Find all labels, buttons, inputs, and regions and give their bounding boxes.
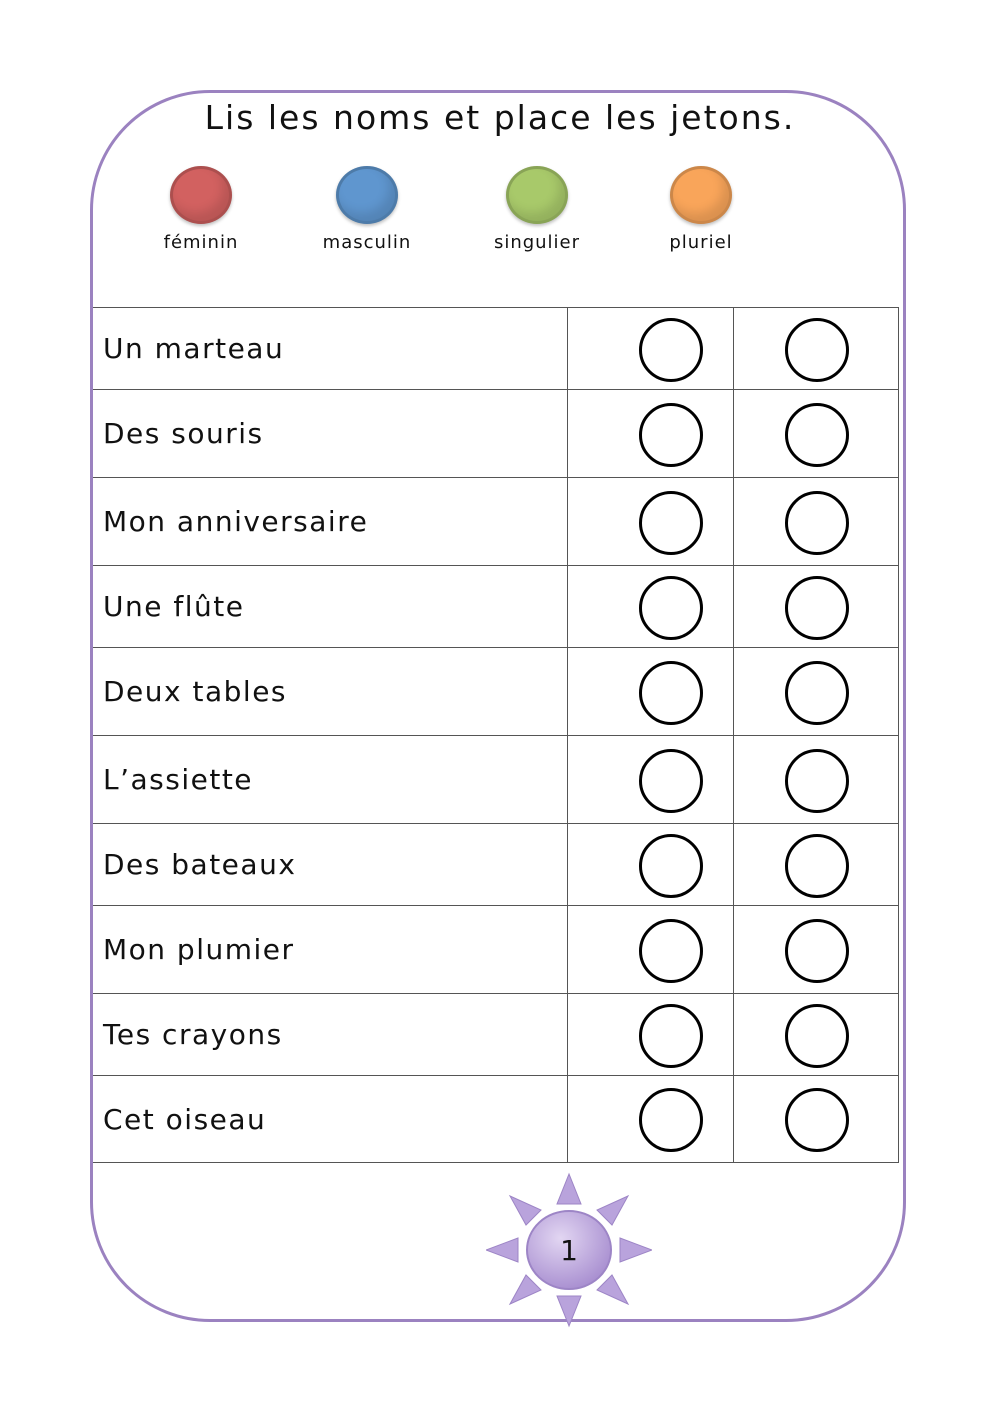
- empty-circle-icon[interactable]: [785, 749, 849, 813]
- empty-circle-icon[interactable]: [639, 576, 703, 640]
- empty-circle-icon[interactable]: [639, 834, 703, 898]
- gender-token-slot[interactable]: [567, 308, 733, 390]
- gender-token-slot[interactable]: [567, 566, 733, 648]
- empty-circle-icon[interactable]: [639, 491, 703, 555]
- table-row: [93, 994, 898, 1076]
- gender-token-slot[interactable]: [567, 736, 733, 824]
- table-row: [93, 1076, 898, 1163]
- empty-circle-icon[interactable]: [785, 834, 849, 898]
- number-token-slot[interactable]: [733, 478, 898, 566]
- noun-label: Une flûte: [93, 566, 567, 648]
- table-row: [93, 478, 898, 566]
- legend-label-feminin: féminin: [163, 232, 239, 253]
- legend-masculin: [302, 166, 432, 253]
- noun-label: Cet oiseau: [93, 1076, 567, 1163]
- gender-token-slot[interactable]: [567, 390, 733, 478]
- orange-token-icon: [670, 166, 732, 224]
- number-token-slot[interactable]: [733, 994, 898, 1076]
- empty-circle-icon[interactable]: [785, 1004, 849, 1068]
- noun-label: Des souris: [93, 390, 567, 478]
- empty-circle-icon[interactable]: [639, 749, 703, 813]
- empty-circle-icon[interactable]: [785, 576, 849, 640]
- empty-circle-icon[interactable]: [639, 919, 703, 983]
- empty-circle-icon[interactable]: [639, 1088, 703, 1152]
- gender-token-slot[interactable]: [567, 478, 733, 566]
- blue-token-icon: [336, 166, 398, 224]
- table-row: [93, 566, 898, 648]
- legend-feminin: [136, 166, 266, 253]
- empty-circle-icon[interactable]: [785, 661, 849, 725]
- noun-label: Mon anniversaire: [93, 478, 567, 566]
- empty-circle-icon[interactable]: [785, 318, 849, 382]
- gender-token-slot[interactable]: [567, 648, 733, 736]
- legend-pluriel: [636, 166, 766, 253]
- table-row: [93, 390, 898, 478]
- table-row: [93, 906, 898, 994]
- number-token-slot[interactable]: [733, 736, 898, 824]
- noun-label: L’assiette: [93, 736, 567, 824]
- number-token-slot[interactable]: [733, 390, 898, 478]
- noun-label: Deux tables: [93, 648, 567, 736]
- noun-label: Mon plumier: [93, 906, 567, 994]
- empty-circle-icon[interactable]: [639, 318, 703, 382]
- empty-circle-icon[interactable]: [639, 403, 703, 467]
- worksheet-title: Lis les noms et place les jetons.: [204, 98, 796, 137]
- number-token-slot[interactable]: [733, 824, 898, 906]
- empty-circle-icon[interactable]: [785, 491, 849, 555]
- legend-label-singulier: singulier: [493, 232, 581, 253]
- gender-token-slot[interactable]: [567, 824, 733, 906]
- gender-token-slot[interactable]: [567, 994, 733, 1076]
- number-token-slot[interactable]: [733, 566, 898, 648]
- table-row: [93, 648, 898, 736]
- gender-token-slot[interactable]: [567, 906, 733, 994]
- number-token-slot[interactable]: [733, 1076, 898, 1163]
- red-token-icon: [170, 166, 232, 224]
- noun-label: Des bateaux: [93, 824, 567, 906]
- legend-label-pluriel: pluriel: [669, 232, 733, 253]
- empty-circle-icon[interactable]: [785, 1088, 849, 1152]
- number-token-slot[interactable]: [733, 308, 898, 390]
- gender-token-slot[interactable]: [567, 1076, 733, 1163]
- number-token-slot[interactable]: [733, 648, 898, 736]
- number-token-slot[interactable]: [733, 906, 898, 994]
- legend-singulier: [472, 166, 602, 253]
- legend-label-masculin: masculin: [322, 232, 412, 253]
- table-row: [93, 736, 898, 824]
- table-row: [93, 824, 898, 906]
- sun-page-badge: [486, 1172, 652, 1328]
- noun-label: Un marteau: [93, 308, 567, 390]
- noun-table: [93, 307, 899, 1163]
- empty-circle-icon[interactable]: [785, 403, 849, 467]
- table-row: [93, 308, 898, 390]
- empty-circle-icon[interactable]: [639, 661, 703, 725]
- empty-circle-icon[interactable]: [639, 1004, 703, 1068]
- empty-circle-icon[interactable]: [785, 919, 849, 983]
- noun-label: Tes crayons: [93, 994, 567, 1076]
- page-number: 1: [560, 1234, 578, 1267]
- green-token-icon: [506, 166, 568, 224]
